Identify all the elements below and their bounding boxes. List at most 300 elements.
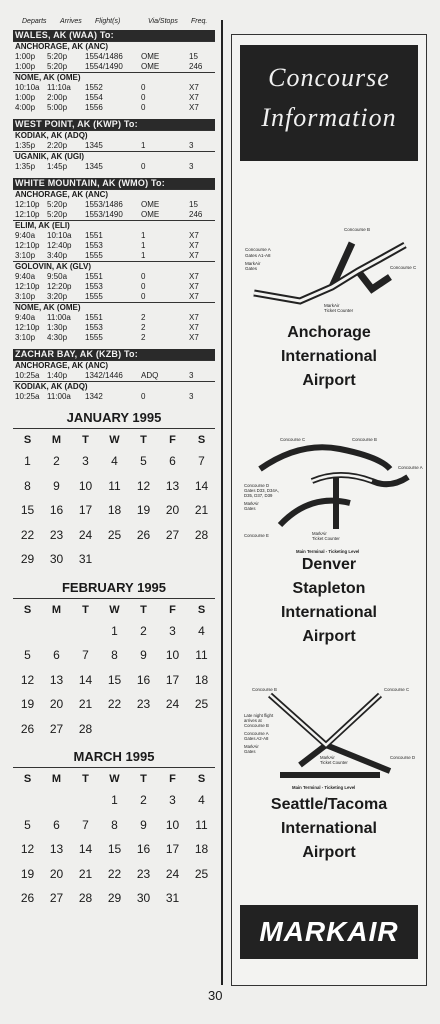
flight-flight: 1342: [85, 392, 103, 401]
empty-day: [13, 619, 42, 644]
empty-day: [71, 619, 100, 644]
flight-dep: 1:00p: [15, 93, 36, 102]
flight-via: OME: [141, 62, 160, 71]
day-cell: 10: [165, 648, 180, 662]
den-label-markair-gates: Gates: [244, 506, 256, 511]
seattle-airport-name: [232, 793, 426, 865]
weekday-header: S: [197, 434, 206, 446]
flight-dep: 9:40a: [15, 272, 36, 281]
sea-name-line2: International: [280, 820, 377, 837]
flight-flight: 1554: [85, 93, 103, 102]
flight-arr: 10:10a: [47, 231, 72, 240]
day-cell: 7: [198, 454, 205, 468]
flight-arr: 12:40p: [47, 241, 72, 250]
sea-label-concourse-d: Concourse D: [390, 755, 416, 760]
weekday-header: T: [82, 434, 89, 446]
weekday-header: F: [169, 603, 176, 616]
flight-via: OME: [141, 52, 160, 61]
flight-freq: 15: [189, 52, 198, 61]
day-cell: 19: [20, 866, 35, 881]
weekday-header: S: [23, 434, 32, 446]
concourse-panel: [231, 34, 427, 986]
day-cell: 9: [140, 648, 147, 662]
day-cell: 1: [111, 793, 118, 807]
flight-freq: X7: [189, 251, 199, 260]
weekday-header: W: [109, 603, 120, 616]
weekday-header: T: [82, 603, 89, 616]
flight-via: 0: [141, 103, 146, 112]
flight-via: 2: [141, 313, 146, 322]
month-calendar: [13, 749, 215, 911]
schedule-column: [13, 14, 215, 911]
weekday-header: T: [140, 773, 147, 785]
flight-arr: 11:00a: [47, 392, 71, 401]
flight-row: [13, 292, 215, 302]
den-name-line4: Airport: [302, 628, 356, 645]
flight-flight: 1554/1486: [85, 52, 123, 61]
flight-row: [13, 241, 215, 251]
flight-arr: 5:20p: [47, 200, 68, 209]
flight-row: [13, 313, 215, 323]
day-cell: 20: [165, 503, 180, 517]
flight-row: [13, 103, 215, 113]
den-label-ticket-counter: Ticket Counter: [312, 536, 340, 541]
flight-freq: X7: [189, 282, 199, 291]
flight-row: [13, 52, 215, 62]
flight-dep: 9:40a: [15, 231, 36, 240]
day-cell: 28: [78, 891, 93, 905]
day-cell: 26: [20, 721, 35, 736]
day-cell: 23: [136, 697, 151, 711]
empty-day: [42, 619, 71, 644]
sea-label-late2: arrives at: [244, 718, 262, 723]
anc-name-line2: International: [280, 348, 377, 365]
day-cell: 2: [140, 623, 147, 638]
sea-name-line3: Airport: [302, 844, 356, 861]
origin-header: WHITE MOUNTAIN, AK (WMO) To:: [13, 178, 215, 189]
day-cell: 23: [136, 866, 151, 881]
flight-flight: 1553: [85, 282, 103, 291]
flight-flight: 1553: [85, 241, 103, 250]
flight-freq: X7: [189, 292, 199, 301]
sea-name-line1: Seattle/Tacoma: [270, 796, 388, 813]
flight-freq: 246: [189, 210, 203, 219]
flight-arr: 11:10a: [47, 83, 71, 92]
flight-flight: 1342/1446: [85, 371, 123, 380]
flight-row: [13, 93, 215, 103]
flight-arr: 3:20p: [47, 292, 68, 301]
column-headers: [13, 14, 215, 30]
day-cell: 8: [24, 478, 31, 493]
day-cell: 28: [194, 527, 209, 542]
day-cell: 21: [78, 697, 93, 711]
flight-freq: X7: [189, 323, 199, 332]
flight-via: 0: [141, 83, 146, 92]
flight-dep: 1:35p: [15, 141, 36, 150]
flight-row: [13, 231, 215, 241]
flight-dep: 10:10a: [15, 83, 40, 92]
weekday-header: M: [51, 773, 62, 785]
flight-freq: 3: [189, 162, 194, 171]
flight-flight: 1551: [85, 313, 103, 322]
sea-label-late1: Late night flight: [244, 713, 274, 718]
weekday-header: W: [109, 434, 120, 446]
flight-flight: 1555: [85, 292, 103, 301]
flight-flight: 1345: [85, 162, 103, 171]
day-cell: 14: [194, 478, 209, 493]
day-cell: 2: [140, 793, 147, 807]
den-label-concourse-e: Concourse E: [244, 533, 269, 538]
flight-dep: 12:10p: [15, 200, 40, 209]
anc-label-gates: Gates A1-A8: [245, 253, 271, 258]
day-cell: 9: [140, 817, 147, 832]
flight-via: 1: [141, 231, 146, 240]
anchorage-airport-name: [232, 321, 426, 393]
day-cell: 30: [49, 552, 64, 566]
destination-city: KODIAK, AK (ADQ): [13, 381, 215, 392]
flight-freq: 3: [189, 392, 194, 401]
flight-dep: 10:25a: [15, 371, 40, 380]
flight-freq: 3: [189, 141, 194, 150]
destination-city: ANCHORAGE, AK (ANC): [13, 41, 215, 52]
flight-freq: X7: [189, 231, 199, 240]
day-cell: 21: [78, 866, 93, 881]
day-cell: 20: [49, 866, 64, 881]
day-cell: 14: [78, 672, 93, 687]
flight-via: 2: [141, 323, 146, 332]
den-label-gates-d2: D35, D37, D39: [244, 493, 273, 498]
day-cell: 22: [107, 866, 122, 881]
sea-label-concourse-c: Concourse C: [384, 687, 410, 692]
day-cell: 20: [49, 697, 64, 711]
flight-flight: 1551: [85, 231, 103, 240]
destination-city: GOLOVIN, AK (GLV): [13, 261, 215, 272]
destination-city: ELIM, AK (ELI): [13, 220, 215, 231]
sea-label-concourse-b: Concourse B: [252, 687, 277, 692]
day-cell: 26: [136, 527, 151, 542]
day-cell: 30: [136, 891, 151, 905]
flight-arr: 5:20p: [47, 52, 68, 61]
flight-dep: 12:10p: [15, 210, 40, 219]
flight-row: [13, 323, 215, 333]
weekday-header: F: [169, 773, 176, 785]
flight-dep: 3:10p: [15, 333, 36, 342]
flight-via: 0: [141, 272, 146, 281]
day-cell: 12: [136, 478, 151, 493]
flight-flight: 1553/1490: [85, 210, 123, 219]
col-flights: Flight(s): [95, 18, 121, 25]
day-cell: 15: [20, 503, 35, 517]
sea-label-ticket: MarkAir: [320, 755, 335, 760]
day-cell: 11: [195, 817, 208, 832]
weekday-header: S: [23, 773, 32, 785]
col-departs: Departs: [22, 18, 47, 25]
day-cell: 25: [107, 527, 122, 542]
weekday-header: W: [109, 773, 120, 785]
flight-row: [13, 141, 215, 151]
day-cell: 8: [111, 648, 118, 662]
flight-via: OME: [141, 210, 160, 219]
flight-row: [13, 200, 215, 210]
day-cell: 4: [198, 623, 205, 638]
sea-label-markair-gates: Gates: [244, 749, 256, 754]
day-cell: 7: [82, 817, 89, 832]
day-cell: 9: [53, 478, 60, 493]
day-cell: 25: [194, 866, 209, 881]
origin-header: ZACHAR BAY, AK (KZB) To:: [13, 349, 215, 360]
day-cell: 17: [165, 672, 180, 687]
flight-row: [13, 392, 215, 402]
anc-label-concourse-c: Concourse C: [390, 265, 417, 270]
flight-dep: 12:10p: [15, 323, 40, 332]
day-cell: 29: [107, 891, 122, 905]
flight-via: 2: [141, 333, 146, 342]
calendars: [13, 410, 215, 911]
month-title: FEBRUARY 1995: [61, 579, 167, 595]
flight-row: [13, 333, 215, 343]
anc-label-ticket-counter: Ticket Counter: [324, 308, 354, 313]
flight-dep: 1:00p: [15, 62, 36, 71]
flight-schedule: [13, 30, 215, 402]
flight-flight: 1556: [85, 103, 103, 112]
weekday-header: M: [51, 434, 62, 446]
day-cell: 24: [78, 527, 93, 542]
den-label-markair: MarkAir: [244, 501, 259, 506]
day-cell: 2: [53, 454, 60, 468]
flight-arr: 2:20p: [47, 141, 68, 150]
markair-logo: MARKAIR: [240, 905, 418, 959]
day-cell: 24: [165, 697, 180, 711]
day-cell: 5: [24, 817, 31, 832]
month-title: JANUARY 1995: [66, 410, 162, 425]
col-arrives: Arrives: [60, 18, 82, 25]
day-cell: 31: [78, 552, 93, 566]
flight-via: 1: [141, 141, 146, 150]
day-cell: 22: [107, 697, 122, 711]
day-cell: 12: [20, 672, 35, 687]
flight-row: [13, 282, 215, 292]
month-title: MARCH 1995: [73, 749, 155, 764]
anc-label-concourse-a: Concourse A: [245, 247, 271, 252]
day-cell: 6: [169, 454, 176, 468]
flight-row: [13, 62, 215, 72]
day-cell: 11: [195, 648, 208, 662]
day-cell: 17: [78, 503, 93, 517]
day-cell: 26: [20, 891, 35, 905]
seattle-airport-map: [240, 685, 418, 795]
flight-dep: 9:40a: [15, 313, 36, 322]
flight-freq: 246: [189, 62, 203, 71]
flight-row: [13, 251, 215, 261]
day-cell: 25: [194, 697, 209, 711]
day-cell: 4: [111, 454, 118, 468]
flight-flight: 1345: [85, 141, 103, 150]
day-grid: [13, 429, 215, 572]
flight-row: [13, 83, 215, 93]
sea-label-late3: Concourse B: [244, 723, 269, 728]
den-label-concourse-a: Concourse A: [398, 465, 423, 470]
flight-dep: 12:10p: [15, 241, 40, 250]
destination-city: ANCHORAGE, AK (ANC): [13, 189, 215, 200]
day-cell: 1: [111, 623, 118, 638]
concourse-banner: [240, 45, 418, 161]
concourse-title-line1: Concourse: [268, 63, 390, 92]
day-cell: 19: [20, 697, 35, 711]
day-cell: 14: [78, 842, 93, 856]
day-cell: 17: [165, 842, 180, 856]
flight-freq: X7: [189, 272, 199, 281]
page-number: 30: [208, 988, 223, 1003]
weekday-header: M: [51, 603, 62, 616]
anc-label-markair: MarkAir: [245, 261, 261, 266]
weekday-header: T: [140, 603, 147, 616]
flight-row: [13, 272, 215, 282]
day-cell: 8: [111, 817, 118, 832]
flight-flight: 1553/1486: [85, 200, 123, 209]
den-name-line1: Denver: [301, 556, 357, 573]
day-cell: 3: [169, 793, 176, 807]
col-freq: Freq.: [191, 18, 208, 25]
day-cell: 19: [136, 503, 151, 517]
weekday-header: T: [82, 773, 89, 785]
anc-label-markair-gates: Gates: [245, 266, 258, 271]
day-cell: 18: [194, 842, 209, 856]
flight-dep: 3:10p: [15, 251, 36, 260]
den-label-concourse-b: Concourse B: [352, 437, 377, 442]
flight-dep: 4:00p: [15, 103, 36, 112]
flight-row: [13, 371, 215, 381]
day-cell: 10: [165, 817, 180, 832]
sea-label-gates-a: Gates A2-A8: [244, 736, 269, 741]
flight-arr: 3:40p: [47, 251, 68, 260]
destination-city: NOME, AK (OME): [13, 72, 215, 83]
flight-via: ADQ: [141, 371, 159, 380]
empty-day: [71, 788, 100, 813]
day-cell: 1: [24, 454, 31, 468]
flight-via: 0: [141, 282, 146, 291]
flight-flight: 1554/1490: [85, 62, 123, 71]
flight-row: [13, 210, 215, 220]
day-cell: 3: [169, 623, 176, 638]
day-cell: 4: [198, 793, 205, 807]
anc-label-ticket: MarkAir: [324, 303, 340, 308]
flight-flight: 1552: [85, 83, 103, 92]
day-grid: [13, 599, 215, 742]
flight-via: 0: [141, 392, 146, 401]
day-cell: 13: [49, 672, 64, 687]
flight-dep: 1:35p: [15, 162, 36, 171]
denver-airport-name: [232, 553, 426, 649]
weekday-header: F: [169, 434, 176, 446]
flight-arr: 11:00a: [47, 313, 71, 322]
origin-header: WEST POINT, AK (KWP) To:: [13, 119, 215, 130]
flight-via: 0: [141, 292, 146, 301]
destination-city: UGANIK, AK (UGI): [13, 151, 215, 162]
day-cell: 11: [108, 478, 121, 493]
flight-dep: 1:00p: [15, 52, 36, 61]
day-cell: 16: [49, 503, 64, 517]
day-cell: 6: [53, 817, 60, 832]
den-name-line3: International: [280, 604, 377, 621]
flight-row: [13, 162, 215, 172]
day-cell: 29: [20, 552, 35, 566]
flight-freq: X7: [189, 93, 199, 102]
den-label-concourse-d: Concourse D: [244, 483, 270, 488]
flight-freq: 3: [189, 371, 194, 380]
empty-day: [13, 788, 42, 813]
day-cell: 24: [165, 866, 180, 881]
flight-arr: 5:20p: [47, 210, 68, 219]
month-calendar: [13, 410, 215, 572]
anc-label-concourse-b: Concourse B: [344, 227, 371, 232]
origin-header: WALES, AK (WAA) To:: [13, 30, 215, 41]
day-cell: 22: [20, 527, 35, 542]
denver-airport-map: [240, 433, 423, 557]
flight-arr: 5:00p: [47, 103, 68, 112]
day-grid: [13, 768, 215, 911]
den-label-main-terminal: Main Terminal - Ticketing Level: [296, 549, 360, 554]
weekday-header: T: [140, 434, 147, 446]
destination-city: NOME, AK (OME): [13, 302, 215, 313]
day-cell: 6: [53, 648, 60, 662]
flight-arr: 1:45p: [47, 162, 68, 171]
day-cell: 21: [194, 503, 209, 517]
empty-day: [42, 788, 71, 813]
flight-dep: 3:10p: [15, 292, 36, 301]
flight-freq: X7: [189, 103, 199, 112]
flight-freq: X7: [189, 241, 199, 250]
den-label-ticket: MarkAir: [312, 531, 327, 536]
flight-dep: 10:25a: [15, 392, 40, 401]
flight-via: 1: [141, 241, 146, 250]
flight-arr: 12:20p: [47, 282, 72, 291]
destination-city: KODIAK, AK (ADQ): [13, 130, 215, 141]
den-label-concourse-c: Concourse C: [280, 437, 306, 442]
day-cell: 12: [20, 842, 35, 856]
flight-arr: 1:40p: [47, 371, 68, 380]
column-divider: [221, 20, 223, 985]
flight-flight: 1553: [85, 323, 103, 332]
day-cell: 27: [49, 891, 64, 905]
day-cell: 18: [107, 503, 122, 517]
flight-arr: 5:20p: [47, 62, 68, 71]
day-cell: 5: [140, 454, 147, 468]
flight-arr: 9:50a: [47, 272, 68, 281]
den-name-line2: Stapleton: [292, 580, 366, 597]
day-cell: 15: [107, 672, 122, 687]
flight-dep: 12:10p: [15, 282, 40, 291]
month-calendar: [13, 580, 215, 742]
flight-arr: 2:00p: [47, 93, 68, 102]
day-cell: 27: [165, 527, 180, 542]
day-cell: 31: [165, 891, 180, 905]
flight-via: 0: [141, 93, 146, 102]
col-via: Via/Stops: [148, 18, 178, 25]
sea-label-concourse-a: Concourse A: [244, 731, 269, 736]
weekday-header: S: [197, 773, 206, 785]
day-cell: 7: [82, 648, 89, 662]
flight-arr: 1:30p: [47, 323, 68, 332]
flight-freq: 15: [189, 200, 198, 209]
day-cell: 27: [49, 721, 64, 736]
day-cell: 16: [136, 672, 151, 687]
flight-via: 1: [141, 251, 146, 260]
day-cell: 28: [78, 721, 93, 736]
flight-freq: X7: [189, 333, 199, 342]
sea-label-ticket-counter: Ticket Counter: [320, 760, 348, 765]
day-cell: 15: [107, 842, 122, 856]
day-cell: 10: [78, 478, 93, 493]
